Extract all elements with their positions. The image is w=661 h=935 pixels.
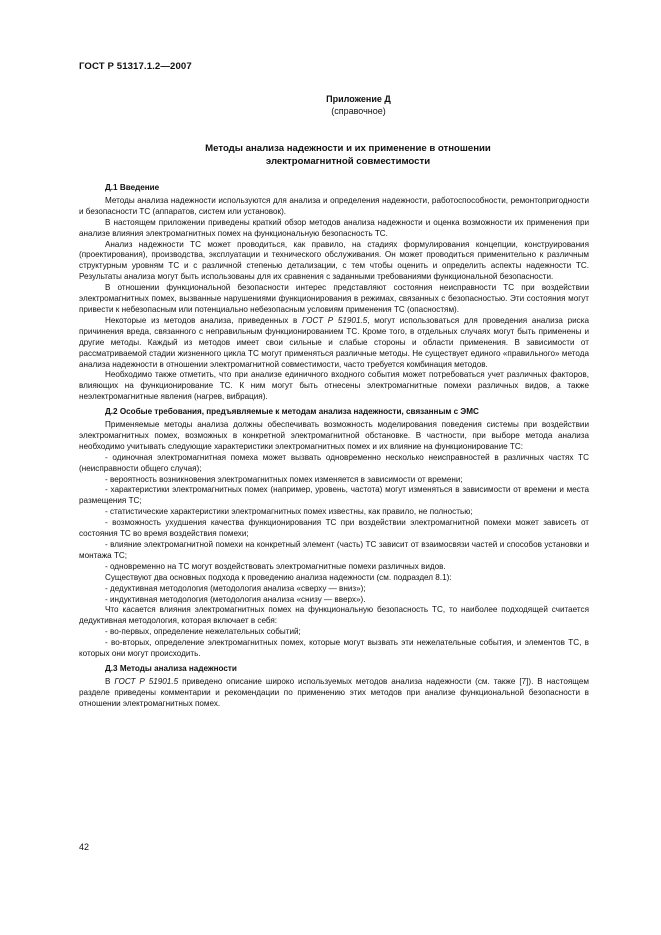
document-body <box>79 181 589 710</box>
paragraph <box>79 507 589 518</box>
main-title-line-2: электромагнитной совместимости <box>265 156 431 167</box>
paragraph <box>79 283 589 316</box>
paragraph <box>79 196 589 218</box>
paragraph <box>79 595 589 606</box>
page-number: 42 <box>79 842 90 852</box>
standard-reference: ГОСТ Р 51901.5 <box>114 676 179 686</box>
text-run: Применяемые методы анализа должны обеспечивать возможность моделирования поведения системы при воздействии электромагнитных помех, возможных в конкретной электромагнитной обстановке. В частности, при выборе метода анализа необходимо учитывать следующие характеристики электромагнитных помех и их влияние на функционирование ТС: <box>79 420 589 451</box>
text-run: В настоящем приложении приведены краткий обзор методов анализа надежности и оценка возможности их применения при анализе влияния электромагнитных помех на функциональную безопасность ТС. <box>79 217 589 238</box>
text-run: - вероятность возникновения электромагнитных помех изменяется в зависимости от времени; <box>105 474 463 484</box>
text-run: - характеристики электромагнитных помех (например, уровень, частота) могут изменяться в зависимости от времени и места размещения ТС; <box>79 485 589 506</box>
paragraph <box>79 316 589 371</box>
text-run: Анализ надежности ТС может проводиться, как правило, на стадиях формулирования концепции, конструирования (проектирования), производства, эксплуатации и технического обслуживания. Он может проводиться применительно к различным структурным уровням ТС и с различной степенью детализации, с тем чтобы оценить и определить аспекты надежности ТС. Результаты анализа могут быть использованы для их сравнения с заданными требованиями функциональной безопасности. <box>79 239 589 282</box>
text-run: Необходимо также отметить, что при анализе единичного входного события может потребоваться учет различных факторов, влияющих на функционирование ТС. К ним могут быть отнесены электромагнитные помехи различных видов, а также неэлектромагнитные явления (нагрев, вибрация). <box>79 370 589 402</box>
text-run: - дедуктивная методология (методология анализа «сверху — вниз»); <box>105 583 366 593</box>
paragraph <box>79 627 589 638</box>
paragraph <box>79 453 589 475</box>
text-run: В <box>105 676 115 686</box>
standard-reference: ГОСТ Р 51901.5 <box>302 315 368 325</box>
text-run: - индуктивная методология (методология анализа «снизу — вверх»). <box>105 594 366 604</box>
annex-title: Приложение Д <box>326 94 391 104</box>
text-run: В отношении функциональной безопасности интерес представляют состояния неисправности ТС при воздействии электромагнитных помех, вызванные нарушениями функционирования в режимах, связанных с безопасностью. Эти состояния могут привести к небезопасным или потенциально небезопасным условиям применения ТС (опасностям). <box>79 283 589 314</box>
paragraph <box>79 562 589 573</box>
paragraph <box>79 485 589 507</box>
paragraph <box>79 218 589 240</box>
section-heading: Д.2 Особые требования, предъявляемые к методам анализа надежности, связанным с ЭМС <box>105 407 479 417</box>
paragraph <box>79 420 589 453</box>
text-run: Некоторые из методов анализа, приведенных в <box>105 315 303 325</box>
paragraph <box>79 573 589 584</box>
paragraph <box>79 677 589 710</box>
text-run: - возможность ухудшения качества функционирования ТС при воздействии электромагнитной помехи может зависеть от состояния ТС во время воздействия помехи; <box>79 518 589 539</box>
paragraph <box>79 540 589 562</box>
text-run: - во-вторых, определение электромагнитных помех, которые могут вызвать эти нежелательные события, и элементов ТС, в которых они могут происходить. <box>79 638 589 659</box>
paragraph <box>79 518 589 540</box>
text-run: - одиночная электромагнитная помеха может вызвать одновременно несколько неисправностей в различных частях ТС (неисправности общего случая); <box>79 452 589 473</box>
section-heading: Д.1 Введение <box>105 183 160 192</box>
paragraph <box>79 475 589 486</box>
paragraph <box>79 605 589 627</box>
text-run: - статистические характеристики электромагнитных помех известны, как правило, не полностью; <box>105 507 473 517</box>
paragraph <box>79 638 589 660</box>
paragraph <box>79 584 589 595</box>
text-run: - во-первых, определение нежелательных событий; <box>105 627 301 637</box>
text-run: , могут использоваться для проведения анализа риска причинения вреда, связанного с неправильным функционированием ТС. Кроме того, в отдельных случаях могут быть применены и другие методы. Каждый из методов имеет свои сильные и слабые стороны и области применения. В зависимости от рассматриваемой стадии жизненного цикла ТС могут применяться различные методы. Не существует единого «правильного» метода анализа надежности в отношении электромагнитной совместимости, часто требуется комбинация методов. <box>79 315 589 369</box>
section-heading: Д.3 Методы анализа надежности <box>105 663 237 673</box>
text-run: Что касается влияния электромагнитных помех на функциональную безопасность ТС, то наиболее подходящей считается дедуктивная методология, которая включает в себя: <box>79 605 589 626</box>
annex-subtitle: (справочное) <box>331 106 386 116</box>
text-run: Методы анализа надежности используются для анализа и определения надежности, работоспособности, ремонтопригодности и безопасности ТС (аппаратов, систем или установок). <box>79 195 589 216</box>
standard-header: ГОСТ Р 51317.1.2—2007 <box>79 61 192 72</box>
paragraph <box>79 240 589 284</box>
text-run: - одновременно на ТС могут воздействовать электромагнитные помехи различных видов. <box>105 561 446 571</box>
text-run: Существуют два основных подхода к проведению анализа надежности (см. подраздел 8.1): <box>105 572 452 582</box>
paragraph <box>79 370 589 403</box>
text-run: приведено описание широко используемых методов анализа надежности (см. также [7]). В настоящем разделе приведены комментарии и рекомендации по применению этих методов при анализе функциональной безопасности в отношении электромагнитных помех. <box>79 676 589 708</box>
text-run: - влияние электромагнитной помехи на конкретный элемент (часть) ТС зависит от взаимосвязи частей и способов установки и монтажа ТС; <box>79 540 589 560</box>
main-title-line-1: Методы анализа надежности и их применение в отношении <box>205 143 491 154</box>
